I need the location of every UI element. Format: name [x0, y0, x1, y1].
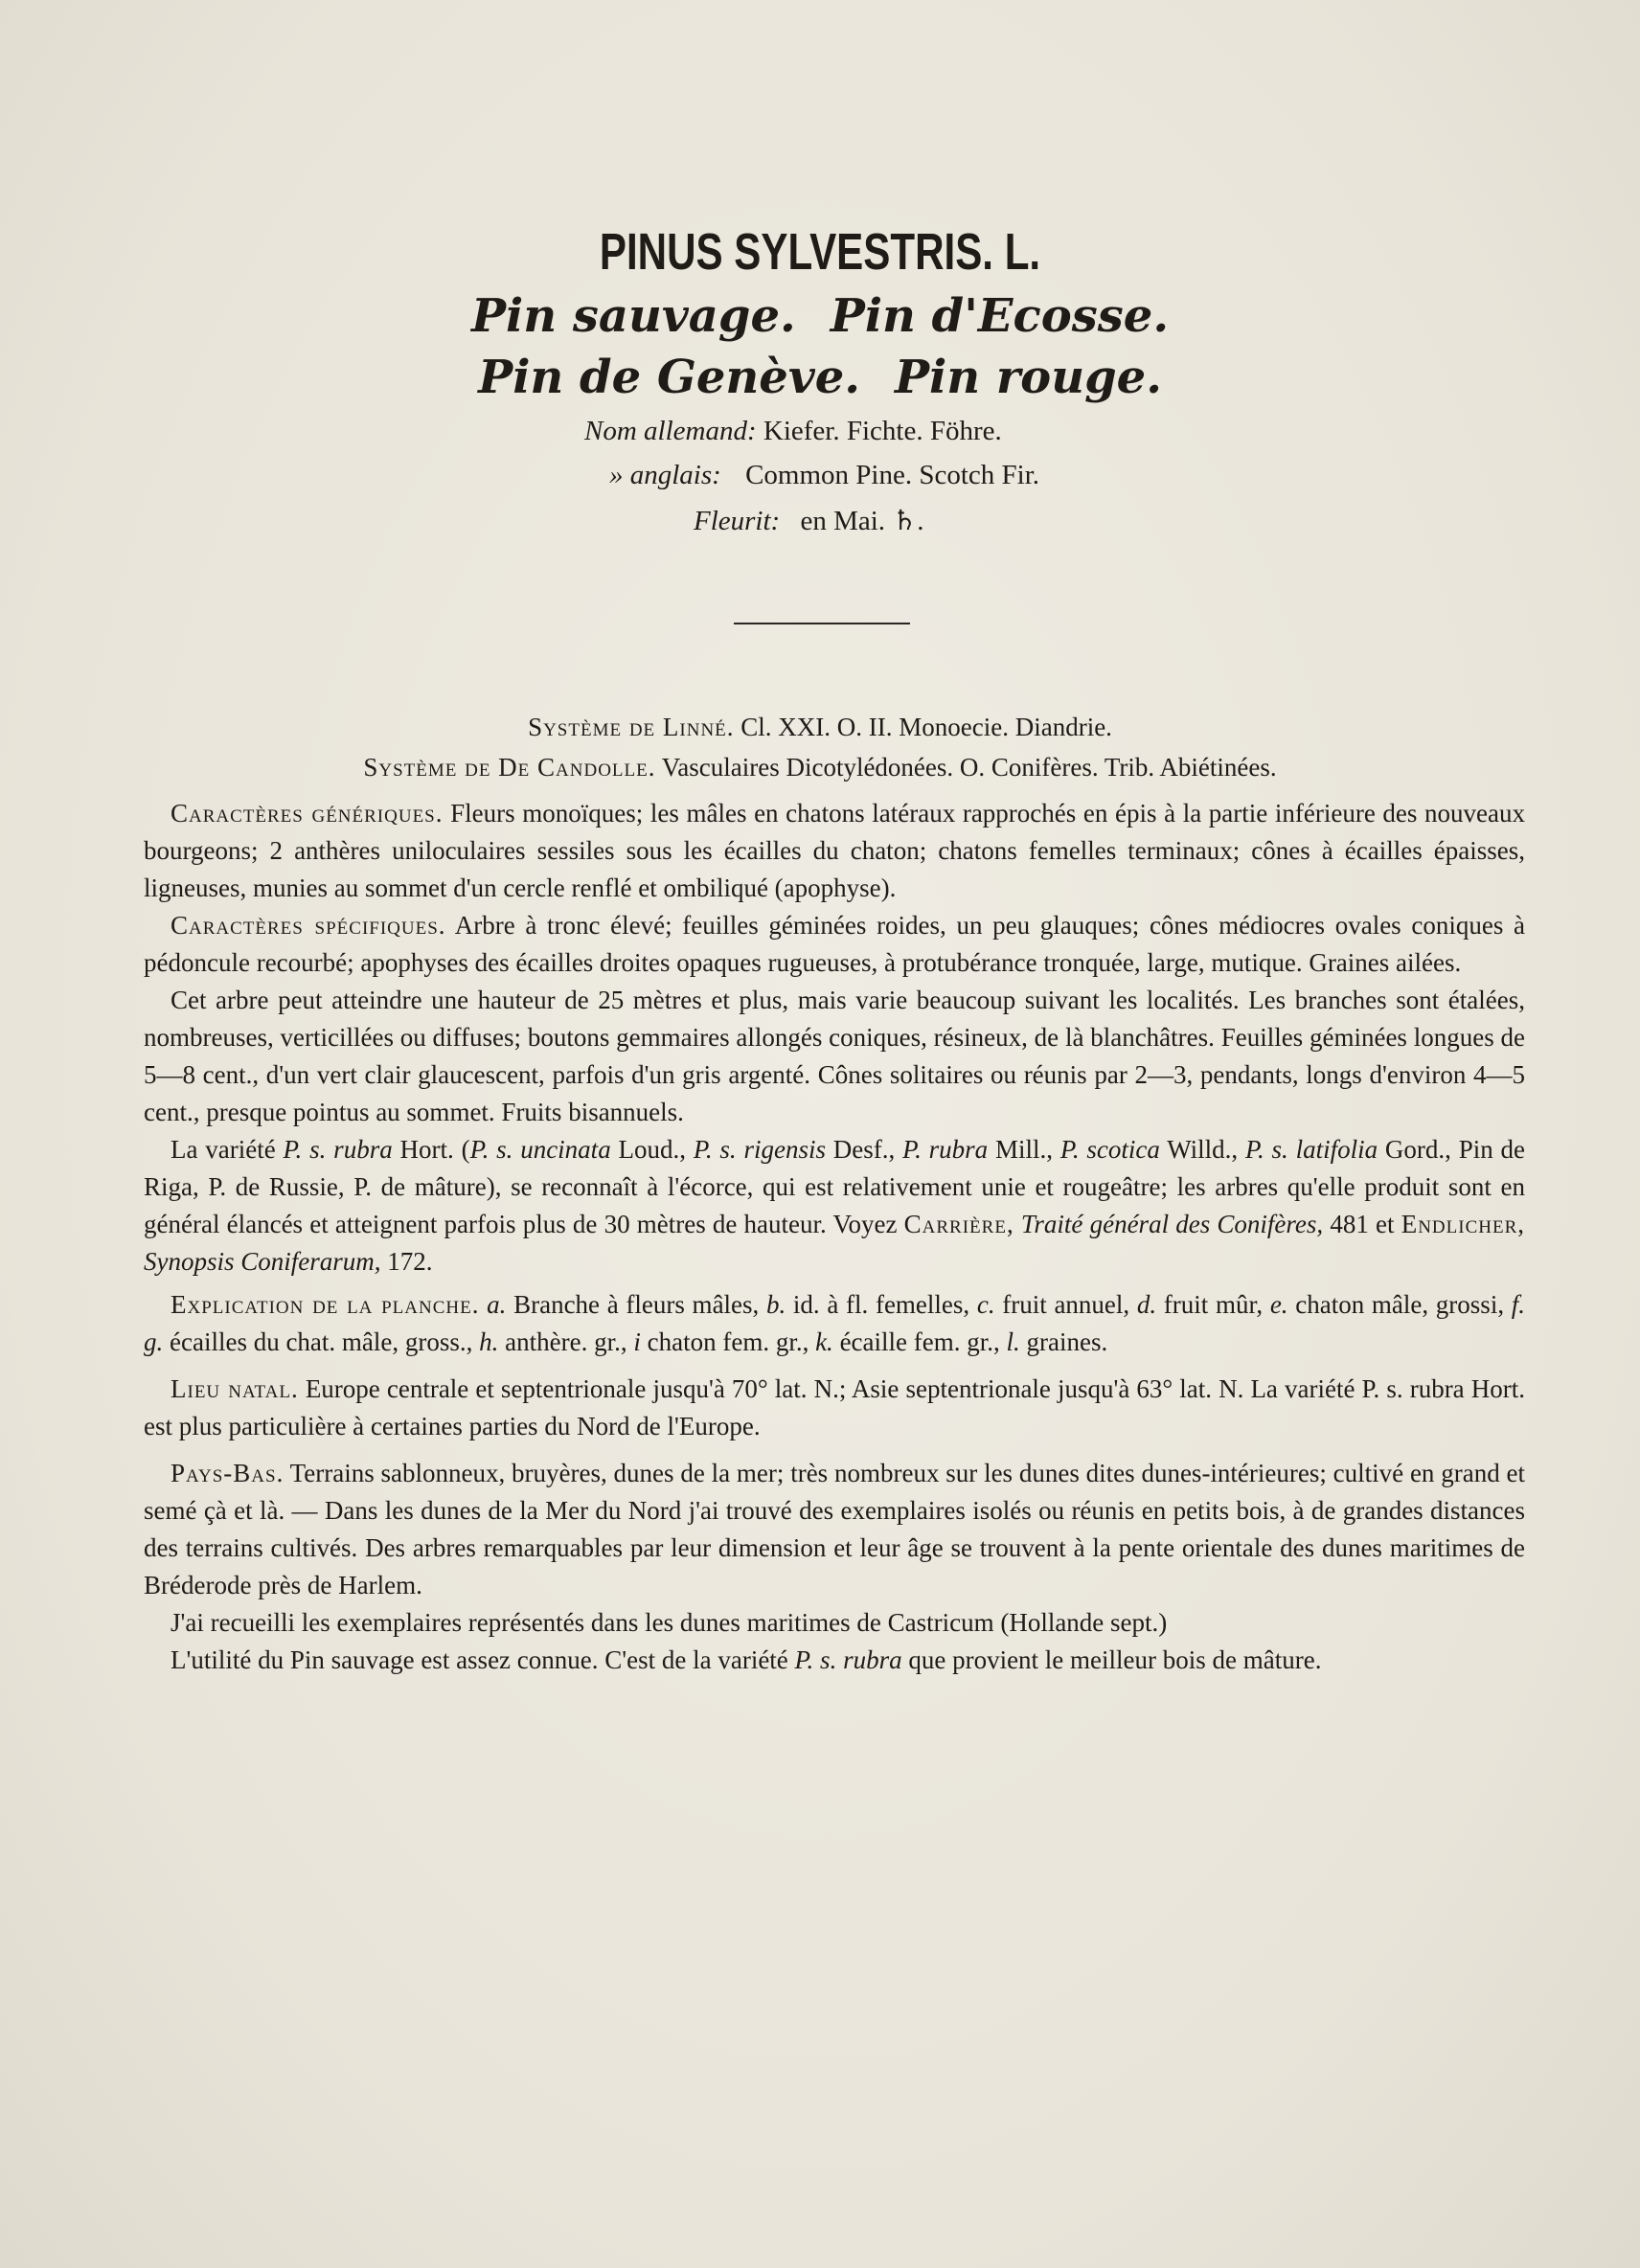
- main-text: [144, 795, 1525, 1679]
- variete-synonym: P. s. latifolia: [1244, 1135, 1378, 1164]
- paragraph-utilite: [144, 1642, 1525, 1679]
- common-name-pin-ecosse: Pin d'Ecosse.: [830, 289, 1170, 343]
- paragraph-recueilli: J'ai recueilli les exemplaires représentés dans les dunes maritimes de Castricum (Hollande sept.): [171, 1608, 1168, 1637]
- vernacular-german-label: Nom allemand:: [584, 416, 757, 446]
- paragraph-explication: [144, 1286, 1525, 1361]
- vernacular-flowering-value: en Mai. ♄.: [800, 506, 924, 536]
- reference-synopsis: Synopsis Coniferarum,: [144, 1247, 381, 1276]
- vernacular-flowering: [694, 504, 924, 537]
- vernacular-german-value: Kiefer. Fichte. Föhre.: [763, 416, 1002, 446]
- explication-key: k.: [815, 1327, 833, 1356]
- explication-key: c.: [976, 1290, 995, 1319]
- explication-key: a.: [487, 1290, 507, 1319]
- paragraph-pays-bas: [144, 1455, 1525, 1604]
- common-name-pin-rouge: Pin rouge.: [894, 351, 1162, 404]
- systeme-linne-text: Cl. XXI. O. II. Monoecie. Diandrie.: [740, 713, 1112, 741]
- variete-synonym: P. s. uncinata: [469, 1135, 611, 1164]
- variete-synonym: P. rubra: [902, 1135, 989, 1164]
- paragraph-lieu-natal: [144, 1371, 1525, 1445]
- explication-text: écailles du chat. mâle, gross.,: [170, 1327, 473, 1356]
- variete-text: Loud.,: [618, 1135, 687, 1164]
- explication-text: anthère. gr.,: [505, 1327, 627, 1356]
- specifiques-label: Caractères spécifiques.: [171, 911, 446, 940]
- variete-text: 481 et: [1330, 1210, 1395, 1238]
- explication-text: chaton fem. gr.,: [647, 1327, 809, 1356]
- variete-text: Hort. (: [399, 1135, 470, 1164]
- vernacular-english-label: » anglais:: [609, 460, 721, 490]
- utilite-text: L'utilité du Pin sauvage est assez connue. C'est de la variété: [171, 1645, 788, 1674]
- explication-key: i: [633, 1327, 641, 1356]
- paragraph-description: Cet arbre peut atteindre une hauteur de 25 mètres et plus, mais varie beaucoup suivant les localités. Les branches sont étalées, nombreuses, verticillées ou diffuses; boutons gemmaires allongés coniques, résineux, de là blanchâtres. Feuilles géminées longues de 5—8 cent., d'un vert clair glaucescent, parfois d'un gris argenté. Cônes solitaires ou réunis par 2—3, pendants, longs d'environ 4—5 cent., presque pointus au sommet. Fruits bisannuels.: [144, 986, 1525, 1126]
- common-name-pin-sauvage: Pin sauvage.: [470, 289, 796, 343]
- explication-text: Branche à fleurs mâles,: [513, 1290, 760, 1319]
- vernacular-english: [609, 460, 1039, 491]
- explication-key: e.: [1269, 1290, 1288, 1319]
- pays-label: Pays-Bas.: [171, 1459, 285, 1487]
- systeme-candolle-label: Système de De Candolle.: [363, 753, 656, 782]
- author-endlicher: Endlicher,: [1401, 1210, 1526, 1238]
- paragraph-variete: [144, 1131, 1525, 1281]
- explication-text: fruit mûr,: [1163, 1290, 1264, 1319]
- variete-text: Willd.,: [1167, 1135, 1239, 1164]
- explication-text: fruit annuel,: [1002, 1290, 1130, 1319]
- vernacular-flowering-label: Fleurit:: [694, 506, 781, 536]
- explication-key: d.: [1136, 1290, 1157, 1319]
- divider-rule: [734, 623, 910, 624]
- pays-text: Terrains sablonneux, bruyères, dunes de la mer; très nombreux sur les dunes dites dunes-intérieures; cultivé en grand et semé çà et là. — Dans les dunes de la Mer du Nord j'ai trouvé des exemplaires isolés ou réunis en petits bois, à de grandes distances des terrains cultivés. Des arbres remarquables par leur dimension et leur âge se trouvent à la pente orientale des dunes maritimes de Bréderode près de Harlem.: [144, 1459, 1525, 1599]
- explication-text: graines.: [1026, 1327, 1108, 1356]
- explication-key: b.: [765, 1290, 786, 1319]
- variete-text: Desf.,: [832, 1135, 896, 1164]
- paragraph-generiques: [144, 795, 1525, 907]
- common-name-pin-geneve: Pin de Genève.: [478, 351, 860, 404]
- explication-key: l.: [1006, 1327, 1020, 1356]
- systeme-linne-label: Système de Linné.: [528, 713, 735, 741]
- utilite-text: que provient le meilleur bois de mâture.: [908, 1645, 1322, 1674]
- vernacular-german: [584, 416, 1002, 447]
- common-names-line-1: [0, 289, 1640, 343]
- lieu-label: Lieu natal.: [171, 1374, 299, 1403]
- paragraph-specifiques: [144, 907, 1525, 982]
- systeme-candolle: [0, 753, 1640, 782]
- variete-synonym: P. s. rigensis: [693, 1135, 826, 1164]
- explication-key: h.: [479, 1327, 499, 1356]
- generiques-text: Fleurs monoïques; les mâles en chatons latéraux rapprochés en épis à la partie inférieure des nouveaux bourgeons; 2 anthères uniloculaires sessiles sous les écailles du chaton; chatons femelles terminaux; cônes à écailles épaisses, ligneuses, munies au sommet d'un cercle renflé et ombiliqué (apophyse).: [144, 799, 1526, 902]
- variete-name: P. s. rubra: [283, 1135, 393, 1164]
- explication-label: Explication de la planche.: [171, 1290, 480, 1319]
- explication-text: id. à fl. femelles,: [792, 1290, 970, 1319]
- lieu-text: Europe centrale et septentrionale jusqu'à 70° lat. N.; Asie septentrionale jusqu'à 63° lat. N. La variété P. s. rubra Hort. est plus particulière à certaines parties du Nord de l'Europe.: [144, 1374, 1525, 1440]
- variete-text: Gord., Pin de Riga, P. de Russie, P. de mâture), se reconnaît à l'écorce, qui est relativement unie et rougeâtre; les arbres qu'elle produit sont en général élancés et atteignent parfois plus de 30 mètres de hauteur. Voyez: [144, 1135, 1526, 1238]
- variete-text: Mill.,: [995, 1135, 1054, 1164]
- explication-text: chaton mâle, grossi,: [1295, 1290, 1505, 1319]
- variete-synonym: P. scotica: [1059, 1135, 1160, 1164]
- variete-text: 172.: [387, 1247, 433, 1276]
- generiques-label: Caractères génériques.: [171, 799, 444, 828]
- specifiques-text: Arbre à tronc élevé; feuilles géminées roides, un peu glauques; cônes médiocres ovales coniques à pédoncule recourbé; apophyses des écailles droites opaques rugueuses, à protubérance tronquée, large, mutique. Graines ailées.: [144, 911, 1525, 977]
- author-carriere: Carrière,: [903, 1210, 1014, 1238]
- systeme-linne: [0, 713, 1640, 742]
- explication-key: f. g.: [144, 1290, 1526, 1356]
- page-title: PINUS SYLVESTRIS. L.: [599, 223, 1041, 281]
- variete-text: La variété: [171, 1135, 276, 1164]
- reference-traite: Traité général des Conifères,: [1020, 1210, 1324, 1238]
- utilite-variety: P. s. rubra: [794, 1645, 902, 1674]
- explication-text: écaille fem. gr.,: [839, 1327, 1000, 1356]
- common-names-line-2: [0, 351, 1640, 404]
- systeme-candolle-text: Vasculaires Dicotylédonées. O. Conifères. Trib. Abiétinées.: [661, 753, 1277, 782]
- vernacular-english-value: Common Pine. Scotch Fir.: [745, 460, 1039, 490]
